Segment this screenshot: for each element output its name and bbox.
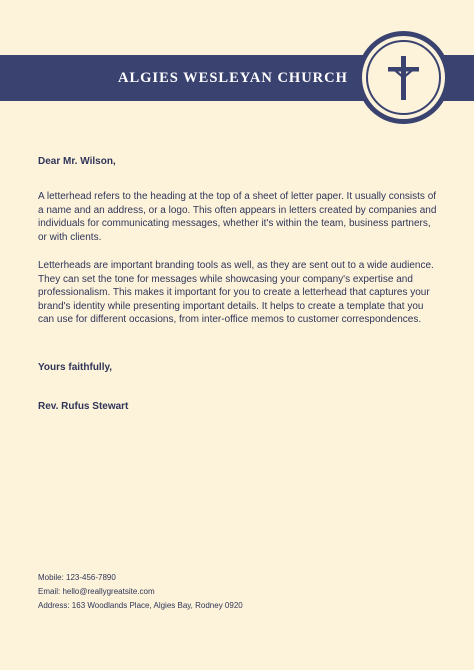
letter-paragraph-2: Letterheads are important branding tools as well, as they are sent out to a wide audience. They can set the tone for messages while showcasing your company's expertise and professionalism. This makes it important for you to create a letterhead that captures your brand's identity while presenting important details. It helps to create a template that you can use for different occasions, from inter-office memos to customer correspondences.	[38, 260, 434, 325]
signer-name: Rev. Rufus Stewart	[38, 401, 129, 412]
letter-paragraph-1: A letterhead refers to the heading at the top of a sheet of letter paper. It usually consists of a name and an address, or a logo. This often appears in letters created by companies and individuals for communicating messages, whether it's within the team, business partners, or with clients.	[38, 191, 437, 243]
letter-greeting: Dear Mr. Wilson,	[38, 156, 116, 167]
contact-address: Address: 163 Woodlands Place, Algies Bay, Rodney 0920	[38, 601, 243, 610]
letter-closing: Yours faithfully,	[38, 362, 113, 373]
seal-ring	[366, 40, 441, 115]
contact-email[interactable]: Email: hello@reallygreatsite.com	[38, 587, 155, 596]
seal-gap	[362, 36, 445, 119]
cross-icon	[368, 42, 439, 113]
contact-block	[38, 571, 243, 613]
church-seal	[357, 31, 450, 124]
church-name: ALGIES WESLEYAN CHURCH	[118, 70, 348, 86]
contact-mobile: Mobile: 123-456-7890	[38, 573, 116, 582]
